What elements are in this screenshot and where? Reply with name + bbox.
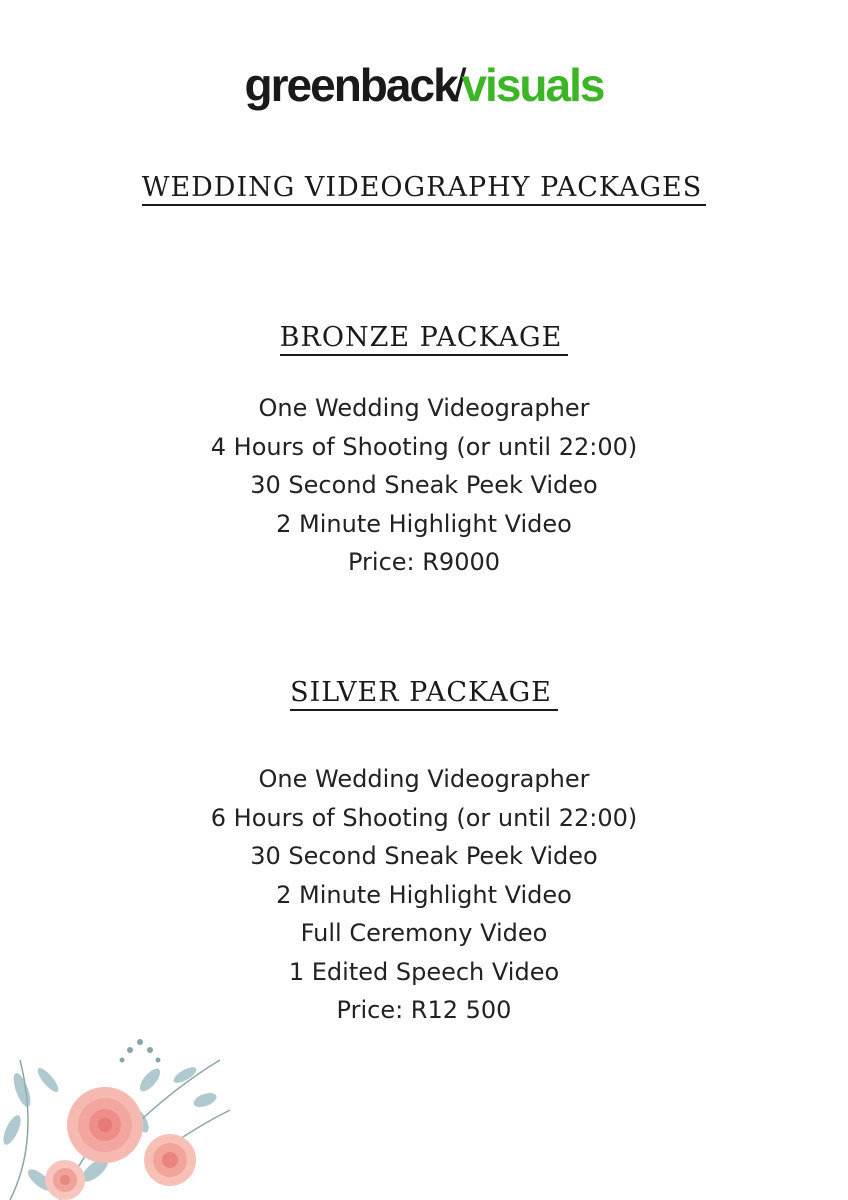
logo-slash-icon: / [453, 59, 465, 111]
bronze-package-list [0, 389, 848, 582]
price-text: Price: R12 500 [336, 996, 512, 1024]
list-item: 1 Edited Speech Video [288, 957, 560, 986]
list-item: 2 Minute Highlight Video [276, 509, 572, 538]
silver-package-title: SILVER PACKAGE [0, 675, 848, 711]
list-item: 2 Minute Highlight Video [276, 880, 572, 909]
list-item: 30 Second Sneak Peek Video [250, 471, 598, 499]
floral-corner-icon [0, 1020, 240, 1200]
list-item: 4 Hours of Shooting (or until 22:00) [210, 432, 638, 461]
logo-text-greenback: greenback [244, 59, 457, 111]
list-item: Full Ceremony Video [300, 919, 548, 947]
brand-logo [0, 59, 848, 111]
list-item: One Wedding Videographer [258, 765, 590, 793]
list-item: One Wedding Videographer [258, 394, 590, 422]
silver-package-list [0, 760, 848, 1030]
price-text: Price: R9000 [347, 548, 500, 576]
page-title: WEDDING VIDEOGRAPHY PACKAGES [0, 170, 848, 206]
list-item: 6 Hours of Shooting (or until 22:00) [210, 803, 638, 832]
bronze-package-title: BRONZE PACKAGE [0, 320, 848, 356]
list-item: 30 Second Sneak Peek Video [250, 842, 598, 870]
logo-text-visuals: visuals [461, 59, 604, 111]
